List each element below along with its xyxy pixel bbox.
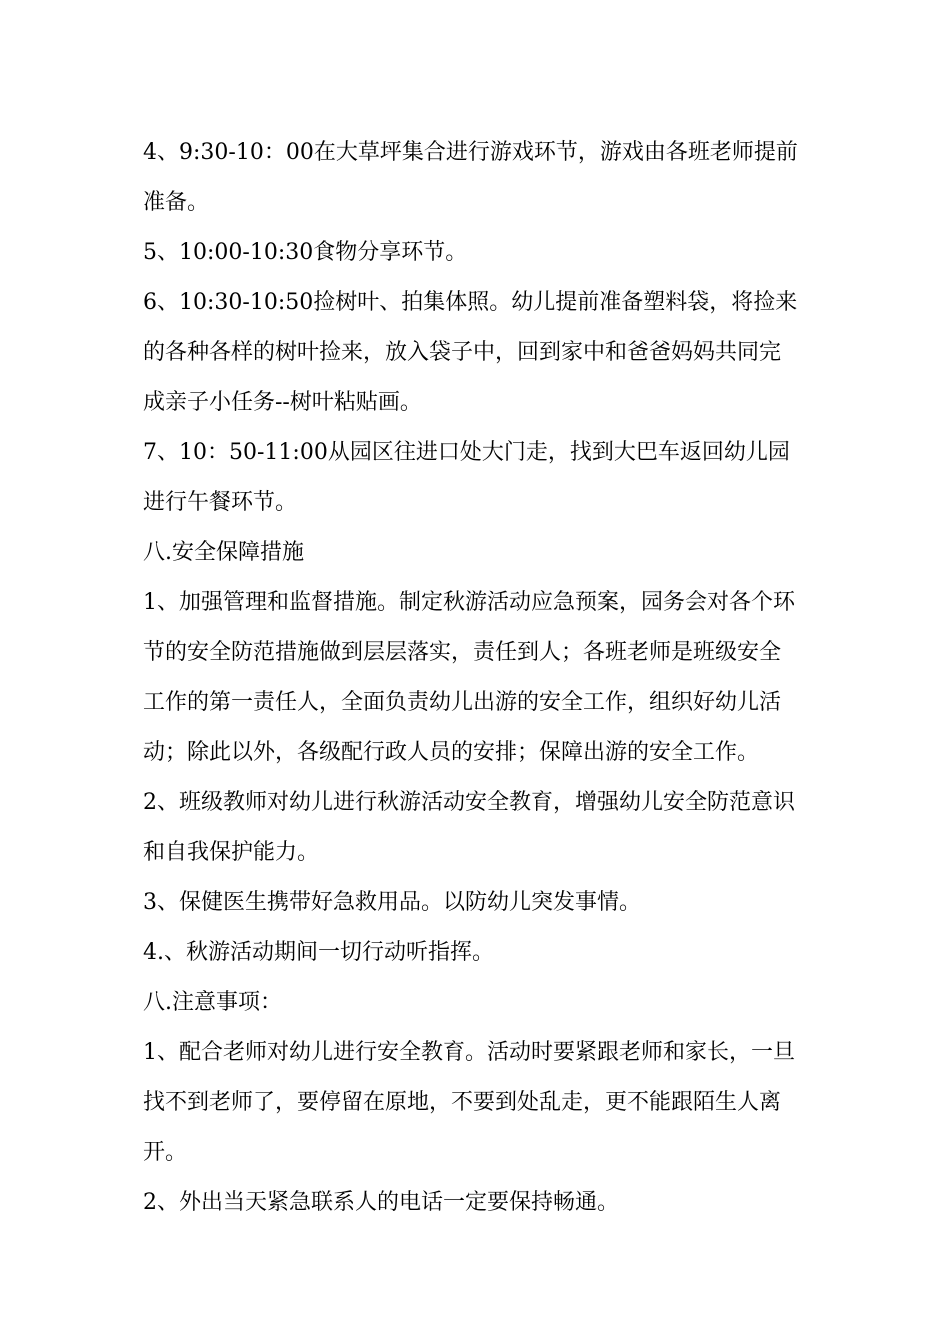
text-line: 八.注意事项： <box>143 990 282 1015</box>
paragraph-notes-2-contact <box>143 1178 808 1228</box>
text-line: 4.、秋游活动期间一切行动听指挥。 <box>143 940 494 965</box>
text-line: 和自我保护能力。 <box>143 840 320 865</box>
document-body <box>143 128 808 1228</box>
paragraph-safety-2-education <box>143 778 808 878</box>
paragraph-safety-1-management <box>143 578 808 778</box>
paragraph-item-5-food-sharing <box>143 228 808 278</box>
text-line: 2、班级教师对幼儿进行秋游活动安全教育，增强幼儿安全防范意识 <box>143 790 795 815</box>
paragraph-item-7-return <box>143 428 808 528</box>
section-heading-safety-measures <box>143 528 808 578</box>
text-line: 进行午餐环节。 <box>143 490 298 515</box>
text-line: 的各种各样的树叶捡来，放入袋子中，回到家中和爸爸妈妈共同完 <box>143 340 782 365</box>
text-line: 开。 <box>143 1140 188 1165</box>
text-line: 2、外出当天紧急联系人的电话一定要保持畅通。 <box>143 1190 619 1215</box>
text-line: 节的安全防范措施做到层层落实，责任到人；各班老师是班级安全 <box>143 640 782 665</box>
text-line: 准备。 <box>143 190 210 215</box>
paragraph-notes-1-cooperate <box>143 1028 808 1178</box>
text-line: 动；除此以外，各级配行政人员的安排；保障出游的安全工作。 <box>143 740 760 765</box>
text-line: 4、9:30-10：00在大草坪集合进行游戏环节，游戏由各班老师提前 <box>143 140 798 165</box>
paragraph-safety-4-command <box>143 928 808 978</box>
text-line: 3、保健医生携带好急救用品。以防幼儿突发事情。 <box>143 890 641 915</box>
text-line: 1、配合老师对幼儿进行安全教育。活动时要紧跟老师和家长，一旦 <box>143 1040 795 1065</box>
text-line: 7、10：50-11:00从园区往进口处大门走，找到大巴车返回幼儿园 <box>143 440 790 465</box>
text-line: 1、加强管理和监督措施。制定秋游活动应急预案，园务会对各个环 <box>143 590 795 615</box>
text-line: 5、10:00-10:30食物分享环节。 <box>143 240 468 265</box>
paragraph-safety-3-first-aid <box>143 878 808 928</box>
text-line: 成亲子小任务--树叶粘贴画。 <box>143 390 422 415</box>
section-heading-notes <box>143 978 808 1028</box>
text-line: 八.安全保障措施 <box>143 540 304 565</box>
text-line: 工作的第一责任人，全面负责幼儿出游的安全工作，组织好幼儿活 <box>143 690 782 715</box>
text-line: 6、10:30-10:50捡树叶、拍集体照。幼儿提前准备塑料袋，将捡来 <box>143 290 798 315</box>
text-line: 找不到老师了，要停留在原地，不要到处乱走，更不能跟陌生人离 <box>143 1090 782 1115</box>
paragraph-item-4-games <box>143 128 808 228</box>
paragraph-item-6-leaves-photo <box>143 278 808 428</box>
